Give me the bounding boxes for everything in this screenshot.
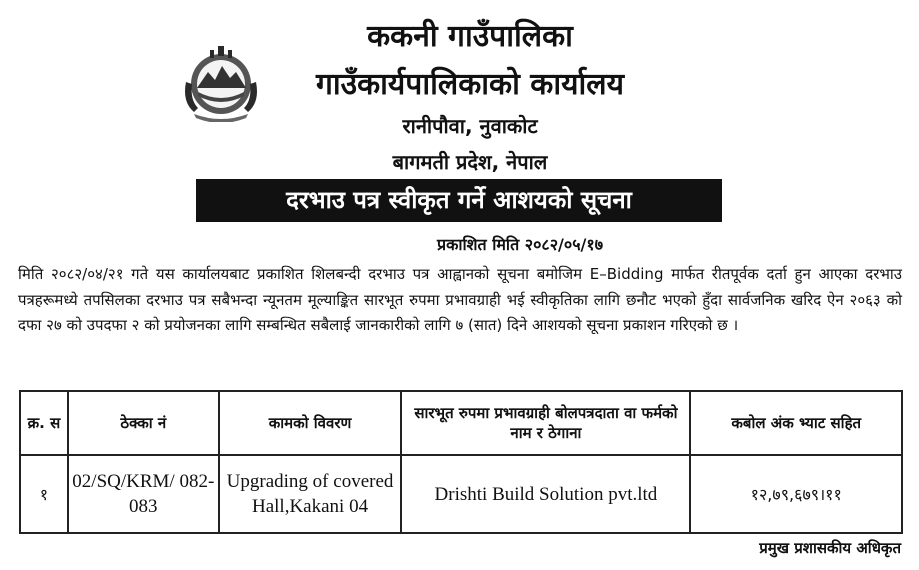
cell-sn: १ (20, 455, 68, 533)
cell-amount: १२,७९,६७९।११ (690, 455, 902, 533)
notice-body-text: मिति २०८२/०४/२१ गते यस कार्यालयबाट प्रकाशित शिलबन्दी दरभाउ पत्र आह्वानको सूचना बमोजिम E–Bidding मार्फत रीतपूर्वक दर्ता हुन आएका दरभाउ पत्रहरूमध्ये तपसिलका दरभाउ पत्र सबैभन्दा न्यूनतम मूल्याङ्कित सारभूत रुपमा प्रभावग्राही भई स्वीकृतिका लागि छनौट भएको हुँदा सार्वजनिक खरिद ऐन २०६३ को दफा २७ को उपदफा २ को प्रयोजनका लागि सम्बन्धित सबैलाई जानकारीको लागि ७ (सात) दिने आशयको सूचना प्रकाशन गरिएको छ । (18, 265, 902, 334)
cell-description: Upgrading of covered Hall,Kakani 04 (219, 455, 402, 533)
address-line-2: बागमती प्रदेश, नेपाल (392, 150, 548, 174)
nepal-government-emblem-icon (180, 42, 262, 122)
header-description: कामको विवरण (219, 391, 402, 455)
table-row (20, 455, 902, 533)
header-sn: क्र. स (20, 391, 68, 455)
cell-bidder: Drishti Build Solution pvt.ltd (401, 455, 690, 533)
table-header-row (20, 391, 902, 455)
published-date: प्रकाशित मिति २०८२/०५/१७ (436, 235, 604, 254)
header-amount: कबोल अंक भ्याट सहित (690, 391, 902, 455)
notice-title-banner: दरभाउ पत्र स्वीकृत गर्ने आशयको सूचना (196, 179, 722, 222)
header-bidder: सारभूत रुपमा प्रभावग्राही बोलपत्रदाता वा फर्मको नाम र ठेगाना (401, 391, 690, 455)
signature-title: प्रमुख प्रशासकीय अधिकृत (759, 539, 901, 557)
office-subtitle: गाउँकार्यपालिकाको कार्यालय (315, 67, 624, 102)
cell-contract-no: 02/SQ/KRM/ 082-083 (68, 455, 219, 533)
bid-table (19, 390, 903, 534)
header-contract-no: ठेक्का नं (68, 391, 219, 455)
office-title: ककनी गाउँपालिका (367, 19, 573, 54)
address-line-1: रानीपौवा, नुवाकोट (402, 114, 538, 138)
